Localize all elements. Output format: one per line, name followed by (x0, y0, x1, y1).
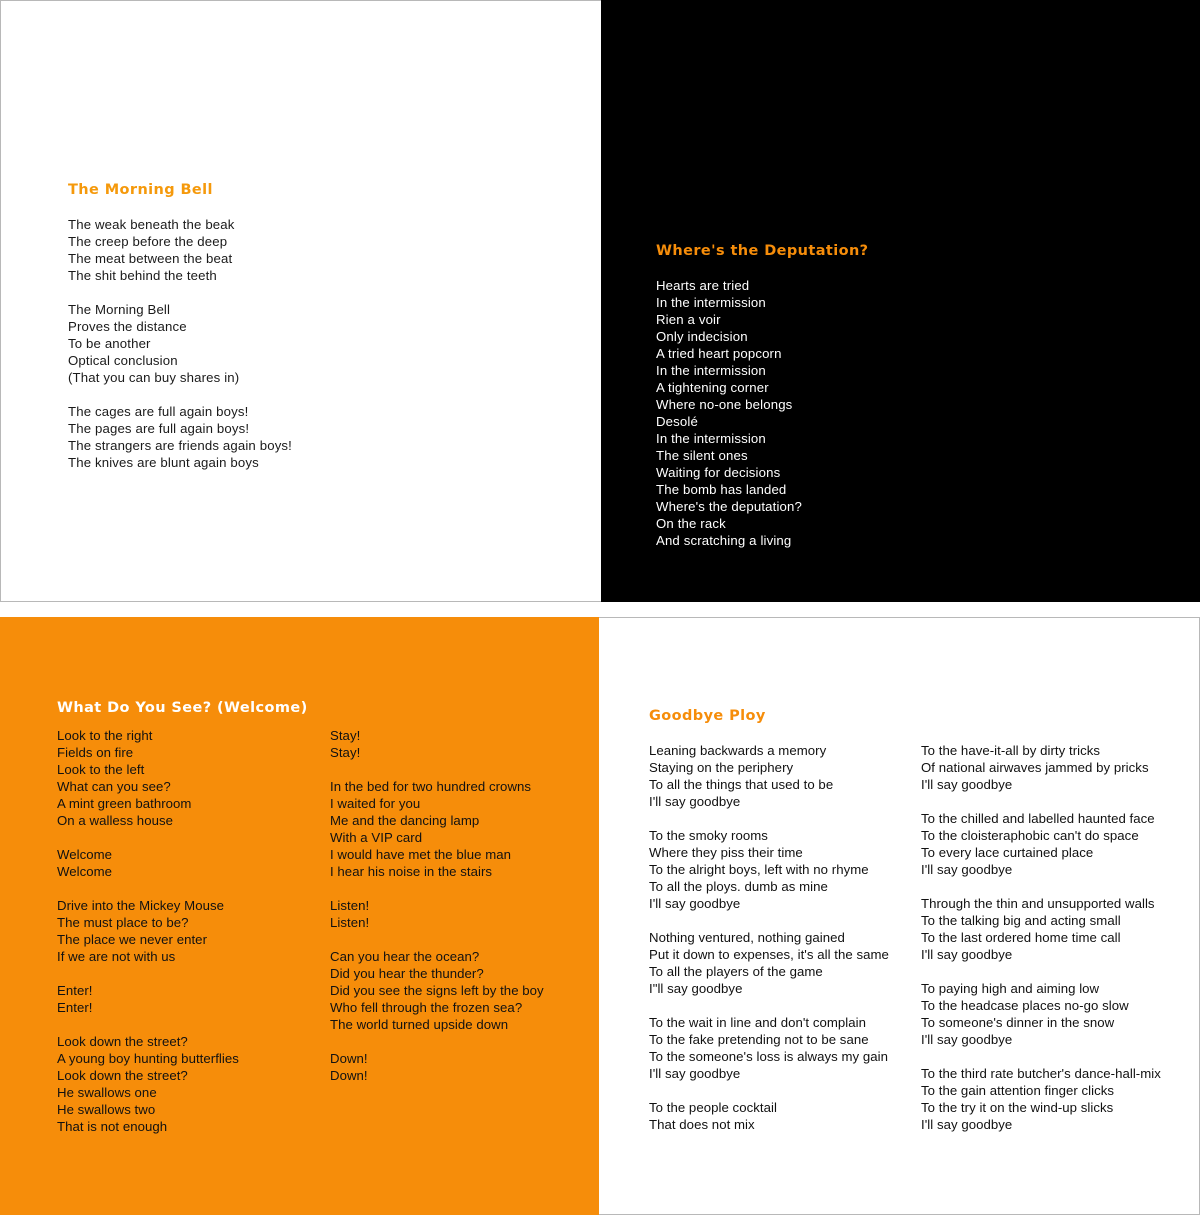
lyric-line: To all the things that used to be (649, 777, 834, 792)
lyric-line: Look down the street? (57, 1034, 188, 1049)
lyric-line: A mint green bathroom (57, 796, 192, 811)
morning-bell-title: The Morning Bell (68, 182, 213, 198)
lyric-line: I"ll say goodbye (649, 981, 743, 996)
stanza-break (330, 761, 544, 778)
lyric-line: To the chilled and labelled haunted face (921, 811, 1155, 826)
lyric-line: The creep before the deep (68, 234, 228, 249)
lyric-line: And scratching a living (656, 533, 792, 548)
lyric-line: The strangers are friends again boys! (68, 438, 292, 453)
deputation-lyrics (656, 277, 802, 549)
goodbye-ploy-title: Goodbye Ploy (649, 708, 766, 724)
lyric-line: To all the ploys. dumb as mine (649, 879, 828, 894)
lyric-line: Can you hear the ocean? (330, 949, 480, 964)
lyric-line: To the gain attention finger clicks (921, 1083, 1115, 1098)
lyric-line: I'll say goodbye (921, 777, 1013, 792)
stanza-break (921, 1048, 1161, 1065)
lyric-line: The silent ones (656, 448, 748, 463)
lyric-line: To the someone's loss is always my gain (649, 1049, 889, 1064)
morning-bell-panel (0, 0, 601, 602)
lyric-line: The knives are blunt again boys (68, 455, 259, 470)
lyric-line: To the headcase places no-go slow (921, 998, 1129, 1013)
lyric-line: Desolé (656, 414, 698, 429)
stanza-break (649, 810, 889, 827)
lyric-line: The shit behind the teeth (68, 268, 217, 283)
lyric-line: Nothing ventured, nothing gained (649, 930, 845, 945)
lyric-line: Rien a voir (656, 312, 721, 327)
lyric-line: To every lace curtained place (921, 845, 1094, 860)
what-do-you-see-lyrics-column-1 (57, 727, 239, 1135)
stanza-break (57, 1016, 239, 1033)
lyric-line: In the intermission (656, 363, 766, 378)
lyric-line: To the third rate butcher's dance-hall-mix (921, 1066, 1161, 1081)
goodbye-ploy-lyrics-column-1 (649, 742, 889, 1133)
lyric-line: I'll say goodbye (921, 1032, 1013, 1047)
stanza-break (330, 931, 544, 948)
lyric-line: Hearts are tried (656, 278, 750, 293)
lyric-line: Down! (330, 1068, 368, 1083)
lyric-line: The Morning Bell (68, 302, 171, 317)
lyric-line: Look to the right (57, 728, 153, 743)
stanza-break (57, 880, 239, 897)
lyric-line: I'll say goodbye (921, 1117, 1013, 1132)
lyric-line: Stay! (330, 745, 361, 760)
lyric-line: He swallows one (57, 1085, 157, 1100)
lyric-line: I would have met the blue man (330, 847, 512, 862)
lyric-line: In the bed for two hundred crowns (330, 779, 532, 794)
lyric-line: To the have-it-all by dirty tricks (921, 743, 1101, 758)
lyric-line: To the last ordered home time call (921, 930, 1121, 945)
stanza-break (649, 1082, 889, 1099)
lyric-line: What can you see? (57, 779, 171, 794)
lyric-line: Listen! (330, 915, 370, 930)
lyric-line: To the try it on the wind-up slicks (921, 1100, 1114, 1115)
lyric-line: Me and the dancing lamp (330, 813, 480, 828)
lyric-line: To the alright boys, left with no rhyme (649, 862, 869, 877)
lyric-line: I hear his noise in the stairs (330, 864, 493, 879)
lyric-line: To the talking big and acting small (921, 913, 1121, 928)
lyric-line: Through the thin and unsupported walls (921, 896, 1155, 911)
stanza-break (330, 1033, 544, 1050)
stanza-break (649, 912, 889, 929)
lyric-line: The weak beneath the beak (68, 217, 235, 232)
stanza-break (921, 963, 1161, 980)
lyric-line: Leaning backwards a memory (649, 743, 827, 758)
lyric-line: The world turned upside down (330, 1017, 509, 1032)
lyric-line: Drive into the Mickey Mouse (57, 898, 224, 913)
lyric-line: Stay! (330, 728, 361, 743)
lyric-line: The pages are full again boys! (68, 421, 250, 436)
lyric-line: That does not mix (649, 1117, 755, 1132)
stanza-break (330, 880, 544, 897)
stanza-break (921, 878, 1161, 895)
lyric-line: Where's the deputation? (656, 499, 802, 514)
lyric-line: Fields on fire (57, 745, 134, 760)
lyric-line: The bomb has landed (656, 482, 787, 497)
stanza-break (649, 997, 889, 1014)
lyric-line: I'll say goodbye (921, 947, 1013, 962)
lyric-line: With a VIP card (330, 830, 423, 845)
lyric-line: Did you hear the thunder? (330, 966, 484, 981)
lyric-line: To all the players of the game (649, 964, 823, 979)
lyric-line: I'll say goodbye (649, 896, 741, 911)
stanza-break (68, 284, 292, 301)
lyric-line: The cages are full again boys! (68, 404, 249, 419)
lyric-line: The must place to be? (57, 915, 189, 930)
lyric-line: I'll say goodbye (649, 1066, 741, 1081)
lyric-line: In the intermission (656, 431, 766, 446)
stanza-break (68, 386, 292, 403)
lyric-line: Proves the distance (68, 319, 187, 334)
what-do-you-see-panel (0, 617, 599, 1215)
lyric-line: I'll say goodbye (649, 794, 741, 809)
stanza-break (57, 829, 239, 846)
lyric-line: Of national airwaves jammed by pricks (921, 760, 1149, 775)
lyric-line: To the fake pretending not to be sane (649, 1032, 869, 1047)
stanza-break (921, 793, 1161, 810)
lyric-line: Down! (330, 1051, 368, 1066)
morning-bell-lyrics (68, 216, 292, 471)
lyric-line: A young boy hunting butterflies (57, 1051, 239, 1066)
lyric-line: On the rack (656, 516, 726, 531)
goodbye-ploy-lyrics-column-2 (921, 742, 1161, 1133)
lyric-line: Enter! (57, 1000, 93, 1015)
lyric-line: Welcome (57, 864, 113, 879)
lyric-line: Only indecision (656, 329, 748, 344)
lyric-line: A tightening corner (656, 380, 769, 395)
lyric-line: In the intermission (656, 295, 766, 310)
what-do-you-see-lyrics-column-2 (330, 727, 544, 1084)
lyric-line: Welcome (57, 847, 113, 862)
lyric-line: Listen! (330, 898, 370, 913)
stanza-break (57, 965, 239, 982)
deputation-panel (601, 0, 1200, 602)
lyric-line: To be another (68, 336, 151, 351)
lyric-line: To the people cocktail (649, 1100, 777, 1115)
lyric-line: Optical conclusion (68, 353, 178, 368)
lyric-line: Put it down to expenses, it's all the same (649, 947, 889, 962)
lyric-line: To paying high and aiming low (921, 981, 1100, 996)
lyric-line: Staying on the periphery (649, 760, 794, 775)
lyric-line: To the wait in line and don't complain (649, 1015, 867, 1030)
lyric-line: The place we never enter (57, 932, 208, 947)
lyric-line: He swallows two (57, 1102, 156, 1117)
lyric-line: Enter! (57, 983, 93, 998)
goodbye-ploy-panel (599, 617, 1200, 1215)
lyric-line: Where they piss their time (649, 845, 803, 860)
lyric-line: Waiting for decisions (656, 465, 781, 480)
lyric-line: I waited for you (330, 796, 421, 811)
lyric-line: Who fell through the frozen sea? (330, 1000, 523, 1015)
lyric-line: The meat between the beat (68, 251, 233, 266)
lyric-line: Look down the street? (57, 1068, 188, 1083)
lyric-line: To someone's dinner in the snow (921, 1015, 1115, 1030)
lyric-line: If we are not with us (57, 949, 176, 964)
deputation-title: Where's the Deputation? (656, 243, 869, 259)
lyric-line: That is not enough (57, 1119, 168, 1134)
lyric-line: On a walless house (57, 813, 173, 828)
lyric-line: Look to the left (57, 762, 145, 777)
lyric-line: A tried heart popcorn (656, 346, 782, 361)
lyric-line: To the smoky rooms (649, 828, 768, 843)
lyric-line: To the cloisteraphobic can't do space (921, 828, 1139, 843)
lyric-line: Did you see the signs left by the boy (330, 983, 544, 998)
lyric-line: Where no-one belongs (656, 397, 793, 412)
lyric-line: (That you can buy shares in) (68, 370, 240, 385)
lyric-line: I'll say goodbye (921, 862, 1013, 877)
what-do-you-see-title: What Do You See? (Welcome) (57, 700, 308, 716)
